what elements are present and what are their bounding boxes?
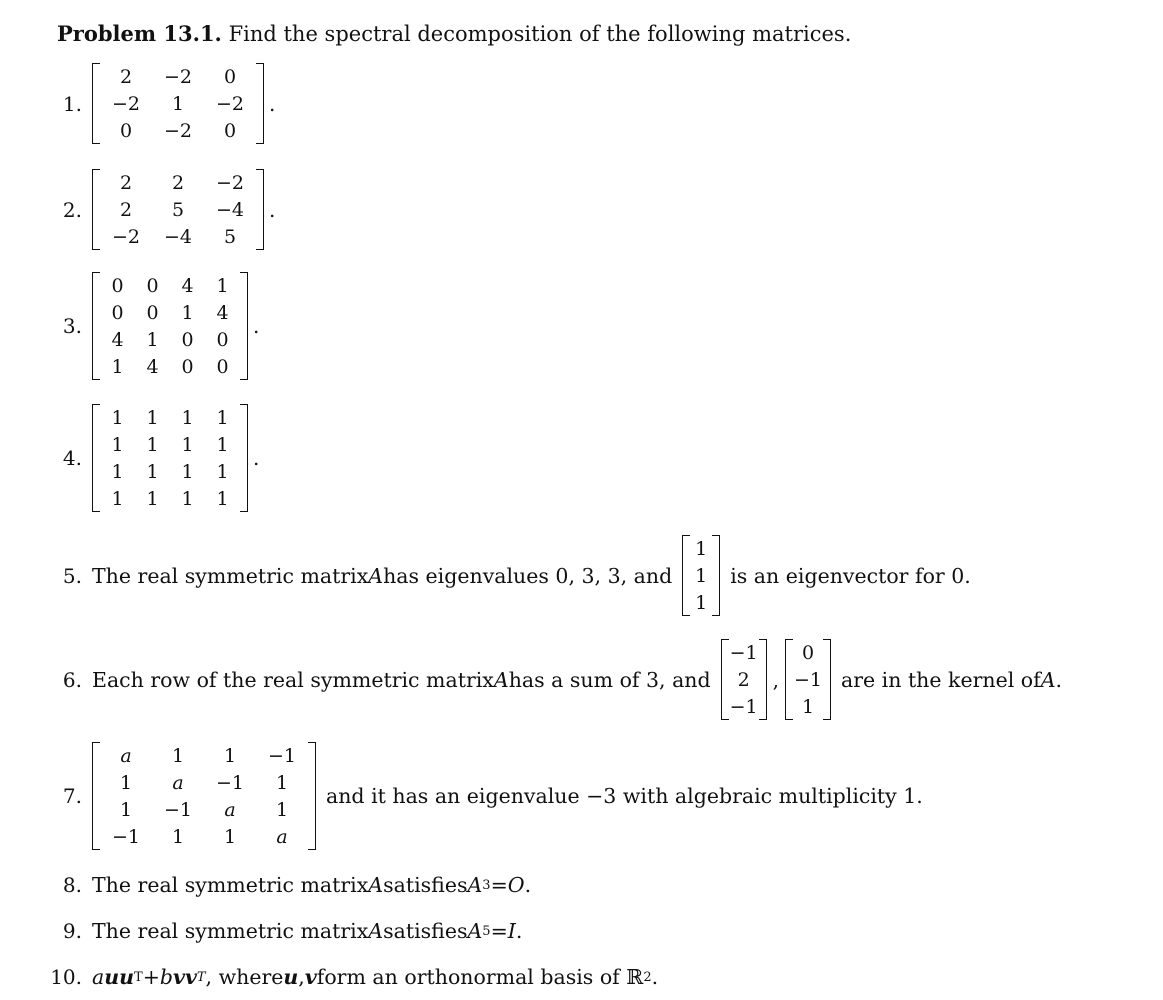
matrix-entry: 4 (216, 301, 229, 324)
matrix-entry: 1 (223, 825, 237, 848)
kernel-vector-1 (721, 639, 767, 720)
matrix-entry: 0 (119, 119, 133, 142)
matrix-entry: 1 (181, 406, 194, 429)
matrix-entry: 2 (119, 171, 133, 194)
eigenvector (682, 535, 720, 616)
item-number: 10. (50, 965, 82, 989)
item-10: 10. a uu T + b vv T , where u , v form an orthonormal basis of ℝ 2 . (30, 965, 658, 989)
matrix-entry: 0 (801, 641, 815, 664)
matrix-entry: 2 (171, 171, 185, 194)
matrix-entry: 1 (695, 537, 708, 560)
matrix-entry: −2 (111, 92, 140, 115)
item-number: 5. (62, 563, 82, 588)
matrix-entry: 1 (111, 433, 124, 456)
matrix-entry: −2 (215, 92, 244, 115)
item-6: 6. Each row of the real symmetric matrix A has a sum of 3, and −1 2 −1 , 0 −1 1 are in the kernel of A . (40, 639, 1062, 720)
matrix-entry: −1 (111, 825, 140, 848)
item-4: 4. 1 1 1 1 1 1 1 1 1 1 1 1 1 1 1 1 . (40, 404, 259, 512)
matrix-entry: 1 (111, 487, 124, 510)
matrix-row (100, 485, 240, 512)
matrix-entry: 1 (216, 433, 229, 456)
matrix-entry: 1 (146, 433, 159, 456)
matrix-row (729, 693, 759, 720)
matrix-row (729, 639, 759, 666)
matrix-row (100, 272, 240, 299)
matrix-entry: 4 (111, 328, 124, 351)
matrix-entry: 1 (119, 798, 133, 821)
item-1: 1. 2 −2 0 −2 1 −2 0 −2 0 . (40, 63, 275, 144)
matrix-row (100, 796, 308, 823)
kernel-vector-2 (785, 639, 831, 720)
matrix-entry: −4 (163, 225, 192, 248)
matrix-row (793, 666, 823, 693)
matrix-entry: 5 (171, 198, 185, 221)
matrix-entry: −2 (215, 171, 244, 194)
matrix-entry: 0 (216, 328, 229, 351)
matrix-row (690, 562, 712, 589)
matrix-row (729, 666, 759, 693)
problem-title: Problem 13.1. (57, 21, 222, 46)
matrix-entry: 1 (146, 406, 159, 429)
matrix-entry: 1 (695, 591, 708, 614)
matrix-row (100, 90, 256, 117)
item-5: 5. The real symmetric matrix A has eigenvalues 0, 3, 3, and 1 1 1 is an eigenvector for 0. (40, 535, 971, 616)
matrix-row (690, 535, 712, 562)
matrix-entry: −4 (215, 198, 244, 221)
matrix-2 (92, 169, 264, 250)
matrix-entry: 1 (171, 825, 185, 848)
matrix-entry: 1 (275, 798, 289, 821)
matrix-entry: −1 (163, 798, 192, 821)
matrix-row (793, 693, 823, 720)
item-number: 9. (62, 919, 82, 943)
matrix-entry: 5 (223, 225, 237, 248)
item-number: 6. (62, 667, 82, 692)
matrix-entry: 1 (111, 406, 124, 429)
problem-heading (57, 20, 851, 48)
matrix-row (793, 639, 823, 666)
matrix-entry: 1 (216, 274, 229, 297)
item-number: 1. (62, 91, 82, 116)
item-number: 3. (62, 314, 82, 338)
matrix-entry: 1 (119, 771, 133, 794)
matrix-4 (92, 404, 248, 512)
matrix-entry: 1 (146, 328, 159, 351)
problem-prompt: Find the spectral decomposition of the following matrices. (228, 22, 852, 46)
matrix-entry: −2 (163, 65, 192, 88)
matrix-7 (92, 742, 316, 850)
matrix-entry: 1 (146, 460, 159, 483)
matrix-row (100, 223, 256, 250)
matrix-entry: 1 (181, 487, 194, 510)
item-3: 3. 0 0 4 1 0 0 1 4 4 1 0 0 1 4 0 0 . (40, 272, 259, 380)
matrix-entry: 0 (146, 301, 159, 324)
matrix-entry: 1 (216, 460, 229, 483)
matrix-row (100, 823, 308, 850)
matrix-entry: 1 (111, 355, 124, 378)
matrix-row (100, 196, 256, 223)
matrix-entry: −1 (729, 695, 758, 718)
matrix-entry: −1 (215, 771, 244, 794)
matrix-row (100, 63, 256, 90)
matrix-entry: a (120, 744, 132, 767)
matrix-row (100, 742, 308, 769)
matrix-entry: 0 (111, 274, 124, 297)
matrix-entry: 1 (171, 92, 185, 115)
matrix-row (100, 117, 256, 144)
matrix-entry: 4 (181, 274, 194, 297)
matrix-entry: 0 (223, 65, 237, 88)
matrix-1 (92, 63, 264, 144)
matrix-entry: 1 (181, 433, 194, 456)
matrix-entry: −1 (729, 641, 758, 664)
matrix-entry: 1 (801, 695, 815, 718)
matrix-entry: 2 (737, 668, 750, 691)
matrix-row (100, 326, 240, 353)
matrix-entry: 0 (146, 274, 159, 297)
matrix-entry: a (276, 825, 288, 848)
item-number: 2. (62, 197, 82, 222)
matrix-entry: 0 (181, 328, 194, 351)
matrix-entry: a (172, 771, 184, 794)
matrix-row (100, 431, 240, 458)
matrix-row (100, 299, 240, 326)
matrix-row (690, 589, 712, 616)
matrix-entry: 1 (223, 744, 237, 767)
matrix-entry: 1 (171, 744, 185, 767)
matrix-row (100, 404, 240, 431)
matrix-entry: 0 (223, 119, 237, 142)
item-9: 9. The real symmetric matrix A satisfies A 5 = I . (40, 919, 522, 943)
matrix-entry: −2 (111, 225, 140, 248)
item-8: 8. The real symmetric matrix A satisfies A 3 = O . (40, 873, 531, 897)
matrix-entry: 2 (119, 198, 133, 221)
matrix-row (100, 769, 308, 796)
item-7: 7. a 1 1 −1 1 a −1 1 1 −1 a 1 −1 1 1 a and it has an eigenvalue −3 with algebraic multiplicity 1. (40, 742, 923, 850)
matrix-entry: −1 (267, 744, 296, 767)
item-number: 7. (62, 784, 82, 808)
matrix-entry: 1 (146, 487, 159, 510)
item-number: 8. (62, 873, 82, 897)
matrix-entry: −2 (163, 119, 192, 142)
matrix-row (100, 169, 256, 196)
matrix-entry: 1 (216, 406, 229, 429)
matrix-entry: a (224, 798, 236, 821)
matrix-row (100, 353, 240, 380)
matrix-row (100, 458, 240, 485)
matrix-entry: 1 (111, 460, 124, 483)
matrix-entry: −1 (793, 668, 822, 691)
matrix-entry: 1 (695, 564, 708, 587)
matrix-entry: 1 (181, 460, 194, 483)
matrix-entry: 4 (146, 355, 159, 378)
item-number: 4. (62, 446, 82, 470)
matrix-entry: 0 (181, 355, 194, 378)
matrix-entry: 0 (216, 355, 229, 378)
matrix-entry: 1 (216, 487, 229, 510)
matrix-entry: 1 (275, 771, 289, 794)
matrix-3 (92, 272, 248, 380)
matrix-entry: 1 (181, 301, 194, 324)
matrix-entry: 0 (111, 301, 124, 324)
item-2: 2. 2 2 −2 2 5 −4 −2 −4 5 . (40, 169, 275, 250)
matrix-entry: 2 (119, 65, 133, 88)
